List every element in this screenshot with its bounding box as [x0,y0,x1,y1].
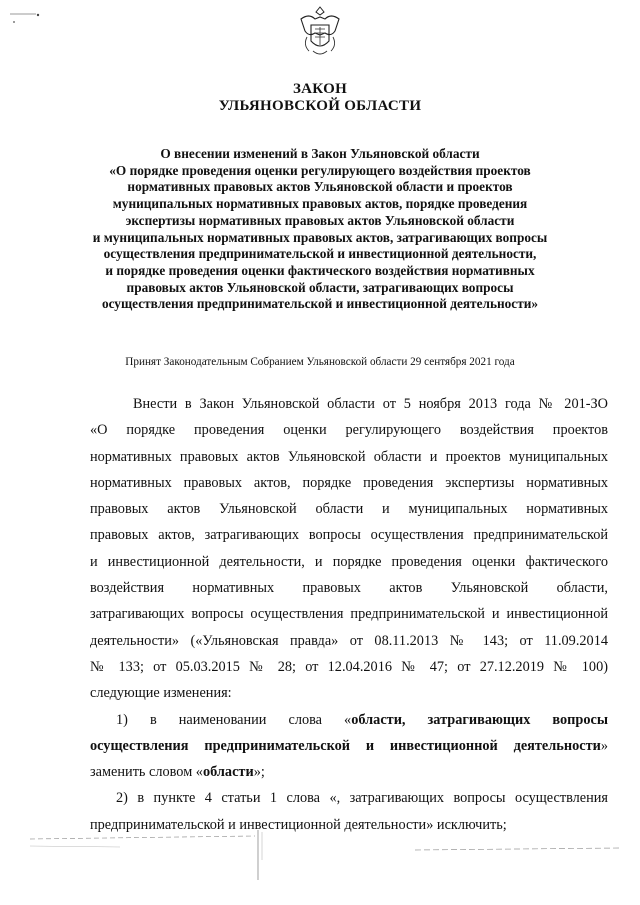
law-body [90,391,608,838]
law-subject [60,146,580,313]
body-line: правовых актов, затрагивающих вопросы осуществления предпринимательской [90,527,608,544]
item-1-text: заменить словом « [90,764,203,781]
body-line: «О порядке проведения оценки регулирующего воздействия проектов [90,422,608,439]
item-1-line [90,707,608,733]
subject-line: муниципальных нормативных правовых актов, порядке проведения [112,196,528,212]
item-2-line: предпринимательской и инвестиционной деятельности» исключить; [90,816,507,833]
body-line: нормативных правовых актов Ульяновской области и проектов муниципальных [90,448,608,465]
body-line: Внести в Закон Ульяновской области от 5 ноября 2013 года № 201-ЗО [133,396,608,412]
subject-line: и муниципальных нормативных правовых актов, затрагивающих вопросы [92,229,548,245]
item-1-bold-text: области [202,764,254,781]
scan-mark-icon [10,10,40,24]
subject-line: и порядке проведения оценки фактического воздействия нормативных [105,262,535,278]
item-1-line [90,759,608,785]
body-line: деятельности» («Ульяновская правда» от 08.11.2013 № 143; от 11.09.2014 [90,632,608,649]
body-line: правовых актов Ульяновской области и муниципальных нормативных [90,501,608,518]
body-line: следующие изменения: [90,685,232,702]
subject-line: экспертизы нормативных правовых актов Ульяновской области [125,212,515,228]
item-1-bold-text: области, затрагивающих вопросы [351,711,609,728]
item-1-text: 1) в наименовании слова « [116,711,352,728]
subject-line: нормативных правовых актов Ульяновской области и проектов [127,179,513,195]
subject-line: осуществления предпринимательской и инвестиционной деятельности» [101,296,539,312]
item-1-line [90,733,608,759]
item-1-text: » [600,737,608,754]
body-line: затрагивающих вопросы осуществления предпринимательской и инвестиционной [90,606,608,623]
law-title: ЗАКОН [292,81,348,97]
item-1-bold-text: осуществления предпринимательской и инвестиционной деятельности [90,737,601,754]
scan-artifact-lines [0,820,640,900]
body-line: воздействия нормативных правовых актов Ульяновской области, [90,580,608,597]
subject-line: О внесении изменений в Закон Ульяновской области [160,146,480,161]
body-line: и инвестиционной деятельности, и порядке проведения оценки фактического [90,553,608,570]
body-line: № 133; от 05.03.2015 № 28; от 12.04.2016 № 47; от 27.12.2019 № 100) [90,658,608,675]
coat-of-arms-icon [297,3,343,59]
acceptance-note: Принят Законодательным Собранием Ульяновской области 29 сентября 2021 года [125,356,515,368]
subject-line: осуществления предпринимательской и инвестиционной деятельности, [103,246,537,262]
body-line: нормативных правовых актов, порядке проведения экспертизы нормативных [90,474,608,491]
subject-line: «О порядке проведения оценки регулирующего воздействия проектов [109,162,531,178]
law-region: УЛЬЯНОВСКОЙ ОБЛАСТИ [218,98,422,114]
subject-line: правовых актов Ульяновской области, затрагивающих вопросы [126,279,514,295]
item-1-text: »; [253,764,265,781]
item-2-line: 2) в пункте 4 статьи 1 слова «, затрагивающих вопросы осуществления [116,790,608,807]
